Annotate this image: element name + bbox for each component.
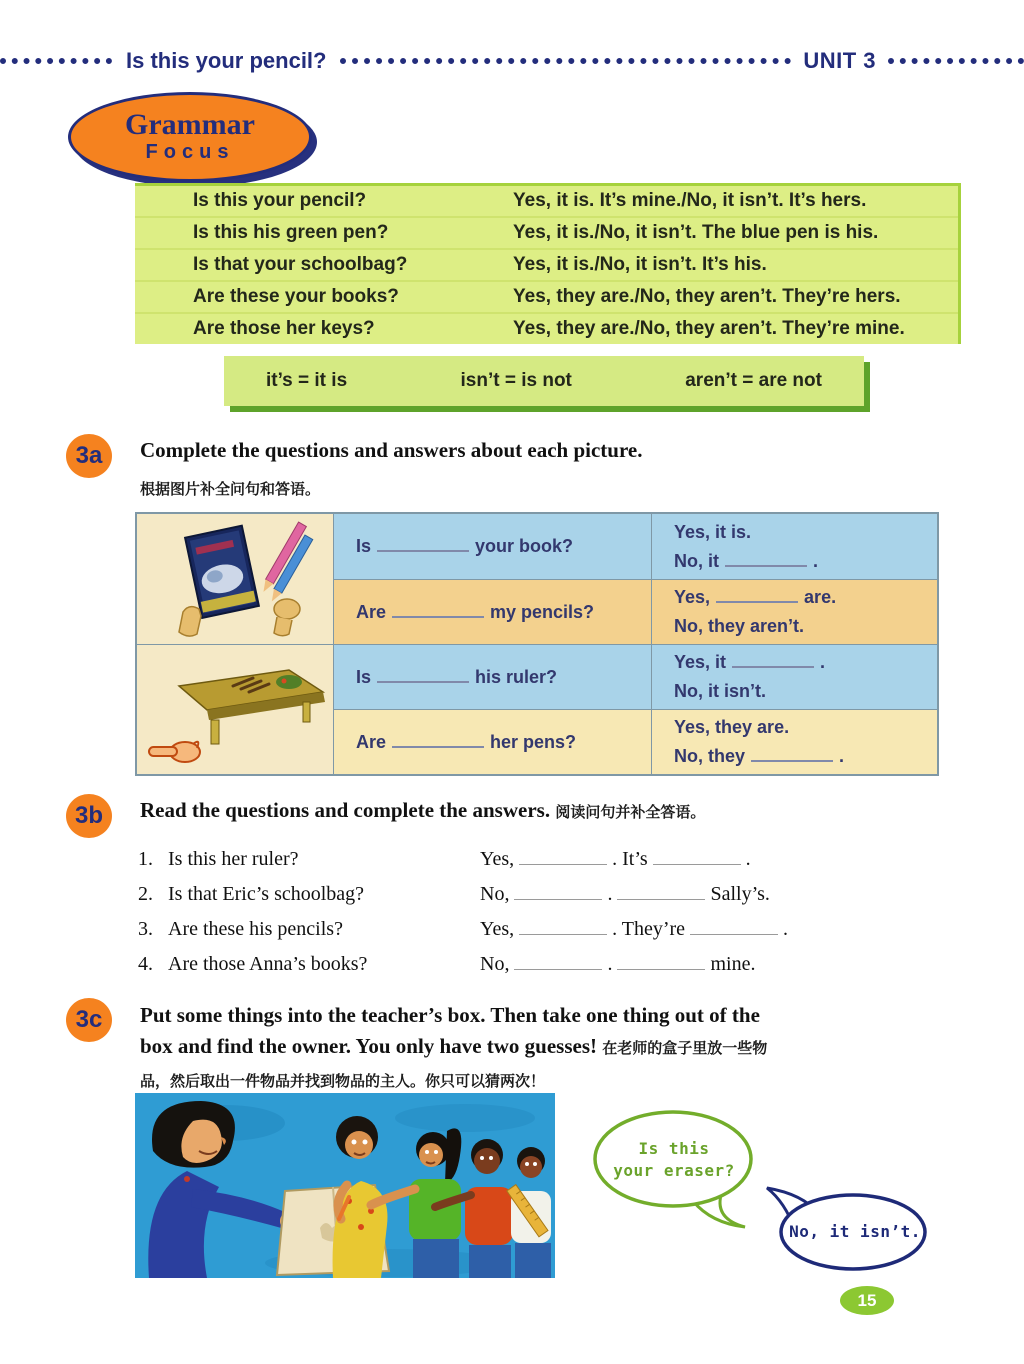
blank-line [725,551,807,567]
section-3c-title [140,1000,970,1097]
item-number: 4. [138,953,153,975]
speech-line: Is this [638,1139,710,1158]
contraction-item: it’s = it is [266,370,348,391]
grammar-answer: Yes, it is./No, it isn’t. It’s his. [513,254,767,275]
question-item [138,912,898,947]
answer-part: Sally’s. [710,883,770,905]
question-text: his ruler? [475,666,558,687]
answer-text: . [820,652,826,672]
answer-part: . It’s [612,848,648,870]
answer-text [480,918,898,941]
page-title: Is this your pencil? [126,48,327,73]
answer-text: No, they aren’t. [674,616,805,636]
item-number: 2. [138,883,153,905]
grammar-answer: Yes, they are./No, they aren’t. They’re hers. [513,286,901,307]
blank-line [716,587,798,603]
blank-line [377,667,469,683]
contraction-item: isn’t = is not [460,370,572,391]
blank-line [377,536,469,552]
answer-text: No, it [674,550,719,571]
unit-label: UNIT 3 [803,48,876,73]
section-3c-subtitle-line2: 在老师的盒子里放一些物 [602,1040,768,1057]
blank-line [690,920,778,935]
grammar-focus-word: Focus [145,141,235,163]
page-number-badge: 15 [840,1286,894,1315]
grammar-row [135,218,958,250]
exercise-question-cell [333,579,651,644]
grammar-row [135,282,958,314]
answer-text [480,848,898,871]
grammar-answer: Yes, they are./No, they aren’t. They’re mine. [513,318,905,339]
answer-part: No, [480,953,510,975]
blank-line [519,920,607,935]
question-text: your book? [475,536,574,556]
item-number: 1. [138,848,153,870]
section-3c-title-line2: box and find the owner. You only have two guesses! [140,1034,598,1058]
question-text: Are these his pencils? [168,918,343,940]
grammar-question: Is this your pencil? [193,190,367,211]
answer-text: . [813,550,819,571]
answer-part: . [607,883,613,905]
blank-line [514,885,602,900]
grammar-row [135,314,958,344]
answer-text [480,883,898,906]
section-3b-title-text: Read the questions and complete the answers. [140,798,551,822]
blank-line [751,746,833,762]
grammar-answer: Yes, it is. It’s mine./No, it isn’t. It’s hers. [513,190,867,211]
dotted-rule [340,58,791,64]
answer-part: No, [480,883,510,905]
answer-text: Yes, it [674,652,727,672]
section-3a-title: Complete the questions and answers about each picture. [140,438,643,462]
section-3a-subtitle: 根据图片补全问句和答语。 [140,481,321,498]
grammar-question: Are these your books? [193,286,399,307]
exercise-question-cell [333,514,651,579]
contraction-bar [224,356,864,406]
grammar-question: Is that your schoolbag? [193,254,408,275]
answer-part: . [745,848,751,870]
question-text: Is [356,536,372,556]
exercise-answer-cell [651,514,937,579]
question-text: Is that Eric’s schoolbag? [168,883,365,905]
dotted-rule [888,58,1024,64]
question-text: Are [356,601,387,622]
question-item [138,947,898,982]
blank-line [617,885,705,900]
question-text: my pencils? [490,601,595,622]
answer-part: mine. [710,953,756,975]
blank-line [519,850,607,865]
question-text: her pens? [490,731,577,752]
section-3b-title [140,798,705,823]
section-3b-badge: 3b [66,794,112,838]
picture-cell [137,514,333,644]
question-list [138,842,898,982]
grammar-question: Is this his green pen? [193,222,389,243]
answer-text: No, it isn’t. [674,681,766,701]
question-text: Are those Anna’s books? [168,953,368,975]
answer-text: No, they [674,746,746,766]
section-3c-subtitle-line3: 品，然后取出一件物品并找到物品的主人。你只可以猜两次！ [140,1073,546,1090]
blank-line [514,955,602,970]
section-3b-subtitle: 阅读问句并补全答语。 [555,804,706,821]
answer-part: Yes, [480,848,515,870]
exercise-answer-cell [651,709,937,774]
page-header [0,44,1024,78]
answer-text: are. [804,587,837,607]
answer-text [480,953,898,976]
grammar-focus-badge [68,92,312,182]
answer-part: . [607,953,613,975]
blank-line [392,732,484,748]
contraction-item: aren’t = are not [685,370,822,391]
answer-part: . They’re [612,918,686,940]
exercise-answer-cell [651,644,937,709]
question-text: Is [356,666,372,687]
section-3c-title-line1: Put some things into the teacher’s box. Then take one thing out of the [140,1003,760,1027]
section-3c-badge: 3c [66,998,112,1042]
question-item [138,877,898,912]
answer-part: . [783,918,789,940]
grammar-focus-word: Grammar [125,108,255,141]
grammar-answer: Yes, it is./No, it isn’t. The blue pen is his. [513,222,879,243]
picture-cell [137,644,333,774]
desk-illustration [141,648,329,772]
answer-text: Yes, [674,587,711,607]
answer-text: Yes, it is. [674,521,752,542]
book-and-pencils-illustration [141,517,329,641]
pointing-hand-icon [149,741,200,761]
grammar-row [135,250,958,282]
speech-line: your eraser? [613,1161,735,1180]
exercise-3a-table [135,512,939,776]
blank-line [617,955,705,970]
blank-line [653,850,741,865]
exercise-answer-cell [651,579,937,644]
classroom-cartoon [135,1093,555,1278]
question-text: Is this her ruler? [168,848,299,870]
grammar-table [135,183,961,344]
section-3a-badge: 3a [66,434,112,478]
speech-bubble-question-text [608,1138,740,1182]
blank-line [392,602,484,618]
grammar-question: Are those her keys? [193,318,375,339]
blank-line [732,652,814,668]
question-item [138,842,898,877]
speech-bubble-answer-text: No, it isn’t. [789,1222,921,1241]
item-number: 3. [138,918,153,940]
dotted-rule [0,58,112,64]
answer-part: Yes, [480,918,515,940]
question-text: Are [356,731,387,752]
grammar-row [135,186,958,218]
answer-text: Yes, they are. [674,717,790,737]
exercise-question-cell [333,644,651,709]
answer-text: . [839,746,845,766]
exercise-question-cell [333,709,651,774]
